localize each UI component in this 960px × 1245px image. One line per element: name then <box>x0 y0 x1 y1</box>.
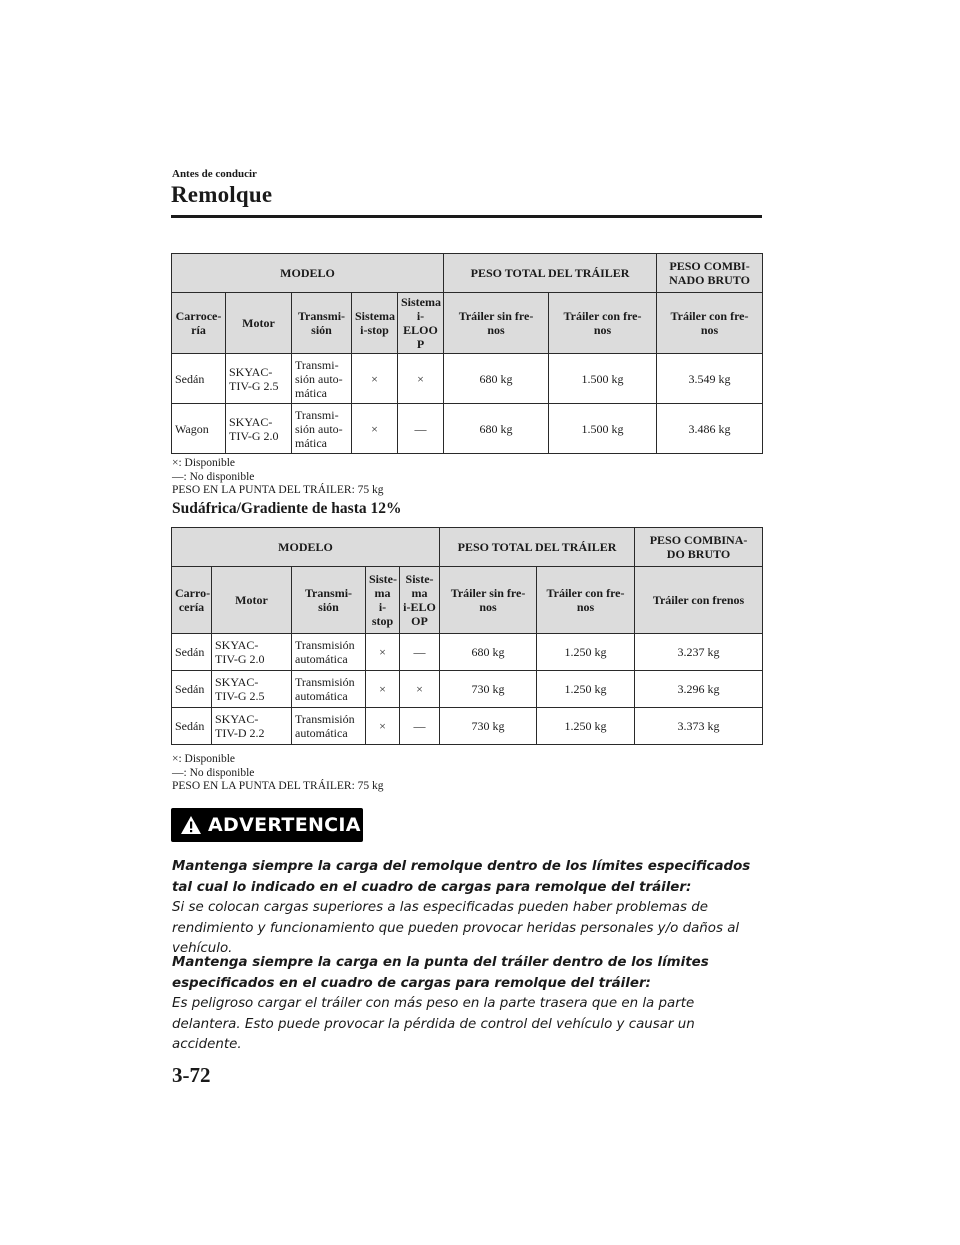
cell-braked: 1.250 kg <box>537 708 635 745</box>
column-header: Tráiler con fre- nos <box>537 567 635 634</box>
column-header: Carroce- ría <box>172 293 226 354</box>
warning-paragraph-2 <box>172 953 764 1056</box>
column-header: Siste- ma i-ELO OP <box>400 567 440 634</box>
cell-istop: × <box>366 671 400 708</box>
cell-ieloop: — <box>400 634 440 671</box>
table-row <box>172 404 763 454</box>
cell-engine: SKYAC- TIV-D 2.2 <box>212 708 292 745</box>
cell-engine: SKYAC- TIV-G 2.0 <box>226 404 292 454</box>
cell-transmission: Transmisión automática <box>292 634 366 671</box>
cell-body: Sedán <box>172 354 226 404</box>
cell-body: Sedán <box>172 671 212 708</box>
cell-istop: × <box>366 708 400 745</box>
warning-heading: Mantenga siempre la carga en la punta del tráiler dentro de los límites especificados en el cuadro de cargas para remolque del tráiler: <box>172 955 709 991</box>
cell-ieloop: × <box>400 671 440 708</box>
column-header: Tráiler con fre- nos <box>657 293 763 354</box>
cell-gross: 3.373 kg <box>635 708 763 745</box>
table-row <box>172 634 763 671</box>
warning-triangle-icon <box>180 815 202 835</box>
group-header-gross-weight: PESO COMBI- NADO BRUTO <box>657 254 763 293</box>
table-row <box>172 671 763 708</box>
column-header: Sistema i-ELOO P <box>398 293 444 354</box>
note-unavailable: —: No disponible <box>172 766 255 779</box>
group-header-model: MODELO <box>172 528 440 567</box>
section-subtitle: Sudáfrica/Gradiente de hasta 12% <box>172 500 402 517</box>
page-number: 3-72 <box>172 1063 211 1087</box>
warning-text: Si se colocan cargas superiores a las especificadas pueden haber problemas de rendimiento y funcionamiento que pueden provocar heridas personales y/o daños al vehículo. <box>172 900 740 956</box>
group-header-trailer-weight: PESO TOTAL DEL TRÁILER <box>440 528 635 567</box>
cell-unbraked: 680 kg <box>444 404 549 454</box>
note-available: ×: Disponible <box>172 753 236 765</box>
towing-table-1 <box>171 253 763 454</box>
cell-braked: 1.500 kg <box>549 404 657 454</box>
cell-transmission: Transmisión automática <box>292 708 366 745</box>
cell-ieloop: × <box>398 354 444 404</box>
section-label: Antes de conducir <box>172 168 257 180</box>
warning-heading: Mantenga siempre la carga del remolque dentro de los límites especificados tal cual lo indicado en el cuadro de cargas para remolque del tráiler: <box>172 859 751 895</box>
towing-table-2 <box>171 527 763 745</box>
column-header: Sistema i-stop <box>352 293 398 354</box>
cell-body: Sedán <box>172 708 212 745</box>
table1-notes <box>172 457 384 498</box>
cell-unbraked: 680 kg <box>440 634 537 671</box>
page-title: Remolque <box>171 182 273 207</box>
cell-istop: × <box>352 354 398 404</box>
cell-transmission: Transmi- sión auto- mática <box>292 404 352 454</box>
column-header: Motor <box>226 293 292 354</box>
cell-engine: SKYAC- TIV-G 2.5 <box>212 671 292 708</box>
cell-braked: 1.250 kg <box>537 671 635 708</box>
warning-paragraph-1 <box>172 857 764 960</box>
cell-body: Sedán <box>172 634 212 671</box>
column-header: Tráiler sin fre- nos <box>444 293 549 354</box>
column-header: Tráiler con frenos <box>635 567 763 634</box>
cell-braked: 1.250 kg <box>537 634 635 671</box>
cell-transmission: Transmi- sión auto- mática <box>292 354 352 404</box>
cell-ieloop: — <box>400 708 440 745</box>
note-unavailable: —: No disponible <box>172 470 255 483</box>
cell-gross: 3.296 kg <box>635 671 763 708</box>
column-header: Motor <box>212 567 292 634</box>
cell-gross: 3.237 kg <box>635 634 763 671</box>
note-available: ×: Disponible <box>172 457 236 469</box>
cell-gross: 3.549 kg <box>657 354 763 404</box>
cell-engine: SKYAC- TIV-G 2.0 <box>212 634 292 671</box>
warning-label: ADVERTENCIA <box>208 814 361 836</box>
column-header: Transmi- sión <box>292 293 352 354</box>
cell-istop: × <box>366 634 400 671</box>
column-header: Tráiler sin fre- nos <box>440 567 537 634</box>
cell-engine: SKYAC- TIV-G 2.5 <box>226 354 292 404</box>
cell-unbraked: 730 kg <box>440 671 537 708</box>
cell-unbraked: 730 kg <box>440 708 537 745</box>
warning-banner <box>171 808 363 842</box>
warning-text: Es peligroso cargar el tráiler con más peso en la parte trasera que en la parte delantera. Esto puede provocar la pérdida de control del vehículo y causar un accidente. <box>172 996 695 1052</box>
note-tongue-weight: PESO EN LA PUNTA DEL TRÁILER: 75 kg <box>172 780 384 792</box>
table2-notes <box>172 753 384 794</box>
cell-transmission: Transmisión automática <box>292 671 366 708</box>
title-rule <box>171 215 762 218</box>
column-header: Siste- ma i-stop <box>366 567 400 634</box>
cell-body: Wagon <box>172 404 226 454</box>
column-header: Transmi- sión <box>292 567 366 634</box>
cell-unbraked: 680 kg <box>444 354 549 404</box>
cell-braked: 1.500 kg <box>549 354 657 404</box>
cell-gross: 3.486 kg <box>657 404 763 454</box>
cell-istop: × <box>352 404 398 454</box>
group-header-trailer-weight: PESO TOTAL DEL TRÁILER <box>444 254 657 293</box>
column-header: Tráiler con fre- nos <box>549 293 657 354</box>
table-row <box>172 708 763 745</box>
column-header: Carro- cería <box>172 567 212 634</box>
table-row <box>172 354 763 404</box>
cell-ieloop: — <box>398 404 444 454</box>
group-header-model: MODELO <box>172 254 444 293</box>
note-tongue-weight: PESO EN LA PUNTA DEL TRÁILER: 75 kg <box>172 484 384 496</box>
group-header-gross-weight: PESO COMBINA- DO BRUTO <box>635 528 763 567</box>
